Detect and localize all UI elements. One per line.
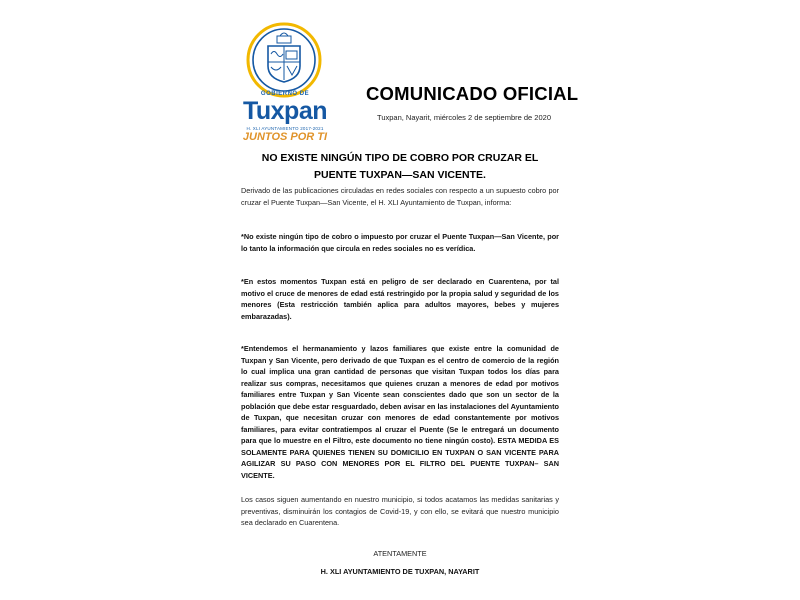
closing-paragraph: Los casos siguen aumentando en nuestro municipio, si todos acatamos las medidas sanitarias y preventivas, disminuirán los contagios de Covid-19, y con ello, se evitará que nuestro municipio sea declarado en Cuarentena. xyxy=(241,495,559,527)
document-date: Tuxpan, Nayarit, miércoles 2 de septiembre de 2020 xyxy=(377,113,551,122)
signature-ayuntamiento: H. XLI AYUNTAMIENTO DE TUXPAN, NAYARIT xyxy=(320,567,480,576)
logo-slogan: JUNTOS POR TI xyxy=(242,131,328,143)
logo-gobierno-text: GOBIERNO DE xyxy=(260,91,310,97)
municipal-seal-icon xyxy=(244,20,324,100)
document-title: COMUNICADO OFICIAL xyxy=(366,83,579,104)
signature-atentamente: ATENTAMENTE xyxy=(373,549,427,558)
point-2-paragraph: *En estos momentos Tuxpan está en peligro de ser declarado en Cuarentena, por tal motivo el cruce de menores de edad está restringido por la propia salud y seguridad de los menores (Esta restricción también aplica para adultos mayores, bebes y mujeres embarazadas). xyxy=(241,277,559,321)
intro-paragraph: Derivado de las publicaciones circuladas en redes sociales con respecto a un supuesto cobro por cruzar el Puente Tuxpan—San Vicente, el H. XLI Ayuntamiento de Tuxpan, informa: xyxy=(241,186,559,207)
point-3-paragraph: *Entendemos el hermanamiento y lazos familiares que existe entre la comunidad de Tuxpan y San Vicente, pero derivado de que Tuxpan es el centro de comercio de la región lo cual implica una gran cantidad de personas que visitan Tuxpan todos los días para realizar sus compras, necesitamos que quienes cruzan a menores de edad por motivos familiares entre Tuxpan y San Vicente sean conscientes dado que son un sector de la población que debe estar resguardado, deben avisar en las instalaciones del Ayuntamiento de Tuxpan, que necesitan cruzar con menores de edad constantemente por motivos familiares, para evitar contratiempos al cruzar el Puente (Se le entregará un documento para que lo muestre en el Filtro, este documento no tiene ningún costo). ESTA MEDIDA ES SOLAMENTE PARA QUIENES TIENEN SU DOMICILIO EN TUXPAN O SAN VICENTE PARA AGILIZAR SU PASO CON MENORES POR EL FILTRO DEL PUENTE TUXPAN– SAN VICENTE. xyxy=(241,344,559,480)
point-1-paragraph: *No existe ningún tipo de cobro o impuesto por cruzar el Puente Tuxpan—San Vicente, por lo tanto la información que circula en redes sociales no es verídica. xyxy=(241,232,559,253)
logo-ayuntamiento-text: H. XLI AYUNTAMIENTO 2017-2021 xyxy=(246,126,324,131)
headline: NO EXISTE NINGÚN TIPO DE COBRO POR CRUZAR EL PUENTE TUXPAN—SAN VICENTE. xyxy=(261,152,539,181)
tuxpan-logo xyxy=(238,20,332,143)
logo-name: Tuxpan xyxy=(242,97,328,125)
